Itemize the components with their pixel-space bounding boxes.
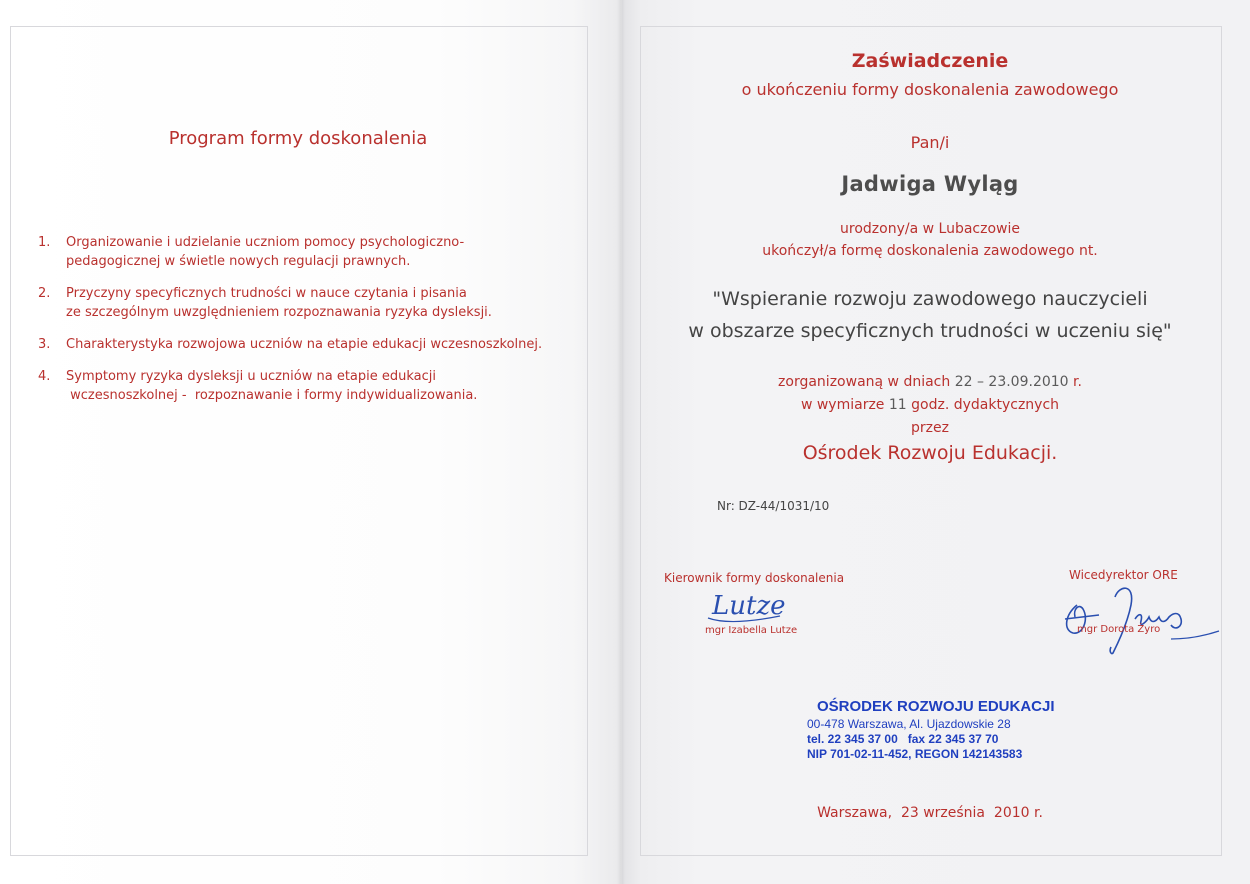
certificate-number: Nr: DZ-44/1031/10 (717, 499, 830, 513)
course-manager-role: Kierownik formy doskonalenia (664, 571, 845, 585)
program-item-line: wczesnoszkolnej - rozpoznawanie i formy indywidualizowania. (66, 388, 478, 403)
program-title: Program formy doskonalenia (168, 128, 428, 149)
dates-suffix: r. (1068, 374, 1082, 390)
program-item (38, 233, 583, 271)
deputy-director-name: mgr Dorota Żyro (1077, 624, 1161, 635)
salutation: Pan/i (910, 133, 950, 152)
stamp-line: 00-478 Warszawa, Al. Ujazdowskie 28 (807, 717, 1011, 731)
course-topic-line: w obszarze specyficznych trudności w uczeniu się" (688, 320, 1172, 342)
stamp-line: OŚRODEK ROZWOJU EDUKACJI (817, 698, 1055, 715)
program-item-number: 4. (38, 369, 51, 384)
program-item-line: Przyczyny specyficznych trudności w nauce czytania i pisania (66, 286, 467, 301)
place-and-date: Warszawa, 23 września 2010 r. (817, 805, 1043, 821)
stamp-line: tel. 22 345 37 00 fax 22 345 37 70 (807, 732, 999, 746)
program-item-number: 1. (38, 235, 51, 250)
completion-line: ukończył/a formę doskonalenia zawodowego nt. (762, 243, 1098, 259)
program-list (38, 233, 583, 418)
birthplace-line (640, 221, 1220, 237)
program-item-number: 3. (38, 337, 51, 352)
deputy-director-role: Wicedyrektor ORE (1069, 568, 1178, 582)
dates-value: 22 – 23.09.2010 (954, 374, 1069, 390)
left-page-border (10, 26, 588, 856)
recipient-name: Jadwiga Wyląg (841, 172, 1019, 196)
dates-prefix: zorganizowaną w dniach (778, 374, 955, 390)
institution-stamp (805, 695, 1055, 765)
program-item (38, 367, 583, 405)
program-item-line: ze szczególnym uwzględnieniem rozpoznawania ryzyka dysleksji. (66, 305, 492, 320)
hours-value: 11 (888, 397, 907, 413)
program-item-line: pedagogicznej w świetle nowych regulacji prawnych. (66, 254, 411, 269)
page-fold (617, 0, 625, 884)
dates-line (640, 374, 1220, 390)
birthplace-value: Lubaczowie (938, 221, 1020, 237)
deputy-director-signature (1055, 575, 1225, 657)
course-topic-line: "Wspieranie rozwoju zawodowego nauczycieli (712, 288, 1148, 310)
hours-line (640, 397, 1220, 413)
program-item-line: Organizowanie i udzielanie uczniom pomocy psychologiczno- (66, 235, 465, 250)
hours-suffix: godz. dydaktycznych (906, 397, 1060, 413)
certificate-title: Zaświadczenie (851, 50, 1009, 72)
birthplace-prefix: urodzony/a w (840, 221, 939, 237)
program-item-line: Symptomy ryzyka dysleksji u uczniów na etapie edukacji (66, 369, 437, 384)
certificate-subtitle: o ukończeniu formy doskonalenia zawodowego (741, 80, 1119, 99)
signature-text: Lutze (712, 591, 786, 621)
by-label: przez (911, 420, 949, 436)
program-item-line: Charakterystyka rozwojowa uczniów na etapie edukacji wczesnoszkolnej. (66, 337, 543, 352)
course-manager-name: mgr Izabella Lutze (705, 625, 798, 636)
program-item (38, 335, 583, 354)
organizer-name: Ośrodek Rozwoju Edukacji. (802, 442, 1058, 464)
program-item-number: 2. (38, 286, 51, 301)
program-item (38, 284, 583, 322)
hours-prefix: w wymiarze (800, 397, 889, 413)
stamp-line: NIP 701-02-11-452, REGON 142143583 (807, 747, 1023, 761)
